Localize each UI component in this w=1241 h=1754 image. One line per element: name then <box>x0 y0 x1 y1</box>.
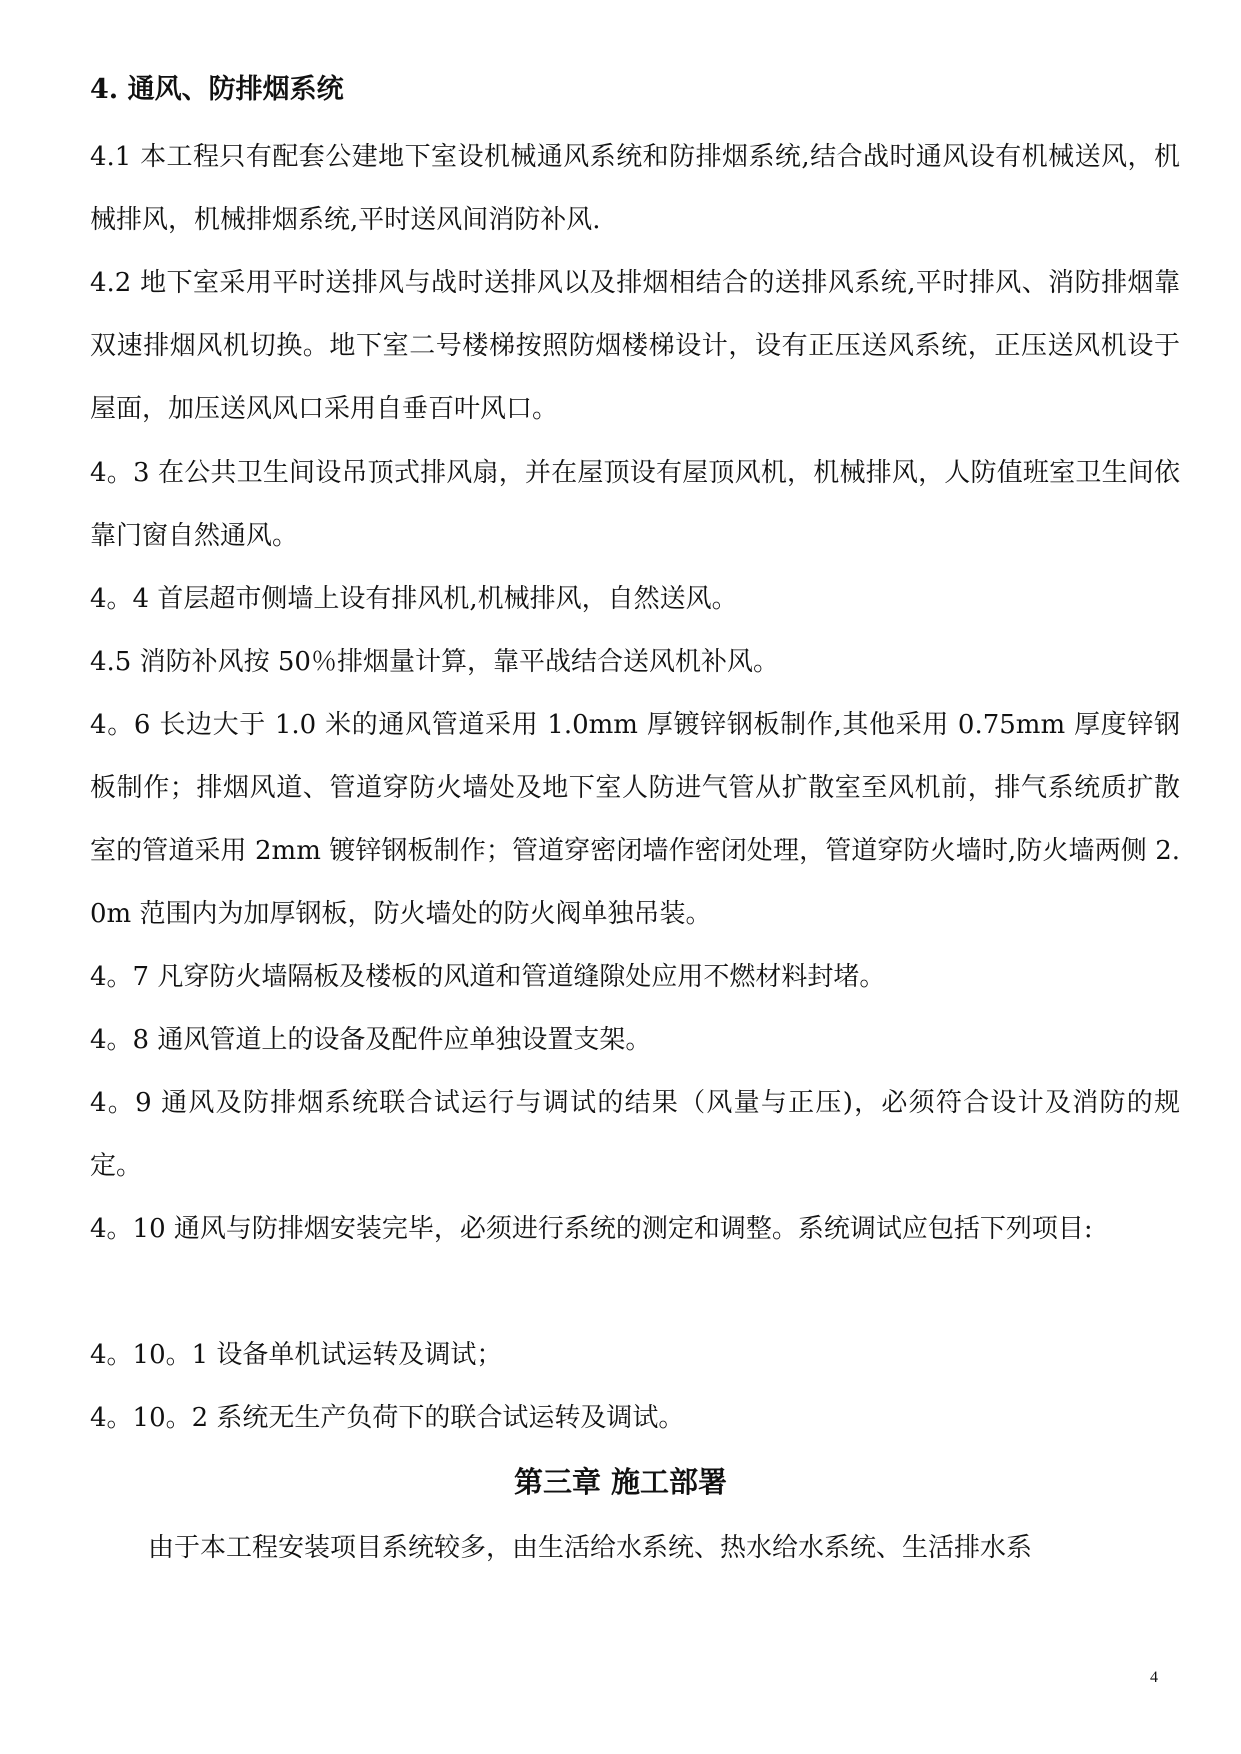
chapter-title: 第三章 施工部署 <box>513 1465 728 1499</box>
page-number: 4 <box>1150 1669 1158 1686</box>
paragraph-4-10-2: 4。10。2 系统无生产负荷下的联合试运转及调试。 <box>90 1403 685 1433</box>
section-title: 4. 通风、防排烟系统 <box>90 74 344 105</box>
paragraph-4-8: 4。8 通风管道上的设备及配件应单独设置支架。 <box>90 1025 652 1055</box>
paragraph-4-3: 4。3 在公共卫生间设吊顶式排风扇，并在屋顶设有屋顶风机，机械排风，人防值班室卫生间依靠门窗自然通风。 <box>90 458 1180 551</box>
paragraph-4-5: 4.5 消防补风按 50％排烟量计算，靠平战结合送风机补风。 <box>90 647 779 677</box>
paragraph-4-7: 4。7 凡穿防火墙隔板及楼板的风道和管道缝隙处应用不燃材料封堵。 <box>90 962 886 992</box>
paragraph-4-6: 4。6 长边大于 1.0 米的通风管道采用 1.0mm 厚镀锌钢板制作,其他采用 0.75mm 厚度锌钢板制作；排烟风道、管道穿防火墙处及地下室人防进气管从扩散室至风机前，排气系统质扩散室的管道采用 2mm 镀锌钢板制作；管道穿密闭墙作密闭处理，管道穿防火墙时,防火墙两侧 2.0m 范围内为加厚钢板，防火墙处的防火阀单独吊装。 <box>90 710 1180 929</box>
chapter-intro-paragraph: 由于本工程安装项目系统较多，由生活给水系统、热水给水系统、生活排水系 <box>148 1533 1033 1563</box>
paragraph-4-2: 4.2 地下室采用平时送排风与战时送排风以及排烟相结合的送排风系统,平时排风、消防排烟靠双速排烟风机切换。地下室二号楼梯按照防烟楼梯设计，设有正压送风系统，正压送风机设于屋面，加压送风风口采用自垂百叶风口。 <box>90 268 1180 424</box>
paragraph-4-10-1: 4。10。1 设备单机试运转及调试； <box>90 1340 503 1370</box>
paragraph-4-10: 4。10 通风与防排烟安装完毕，必须进行系统的测定和调整。系统调试应包括下列项目: <box>90 1214 1093 1244</box>
paragraph-4-1: 4.1 本工程只有配套公建地下室设机械通风系统和防排烟系统,结合战时通风设有机械送风，机械排风，机械排烟系统,平时送风间消防补风. <box>90 142 1180 235</box>
paragraph-4-4: 4。4 首层超市侧墙上设有排风机,机械排风，自然送风。 <box>90 584 738 614</box>
paragraph-4-9: 4。9 通风及防排烟系统联合试运行与调试的结果（风量与正压)，必须符合设计及消防的规定。 <box>90 1088 1180 1181</box>
